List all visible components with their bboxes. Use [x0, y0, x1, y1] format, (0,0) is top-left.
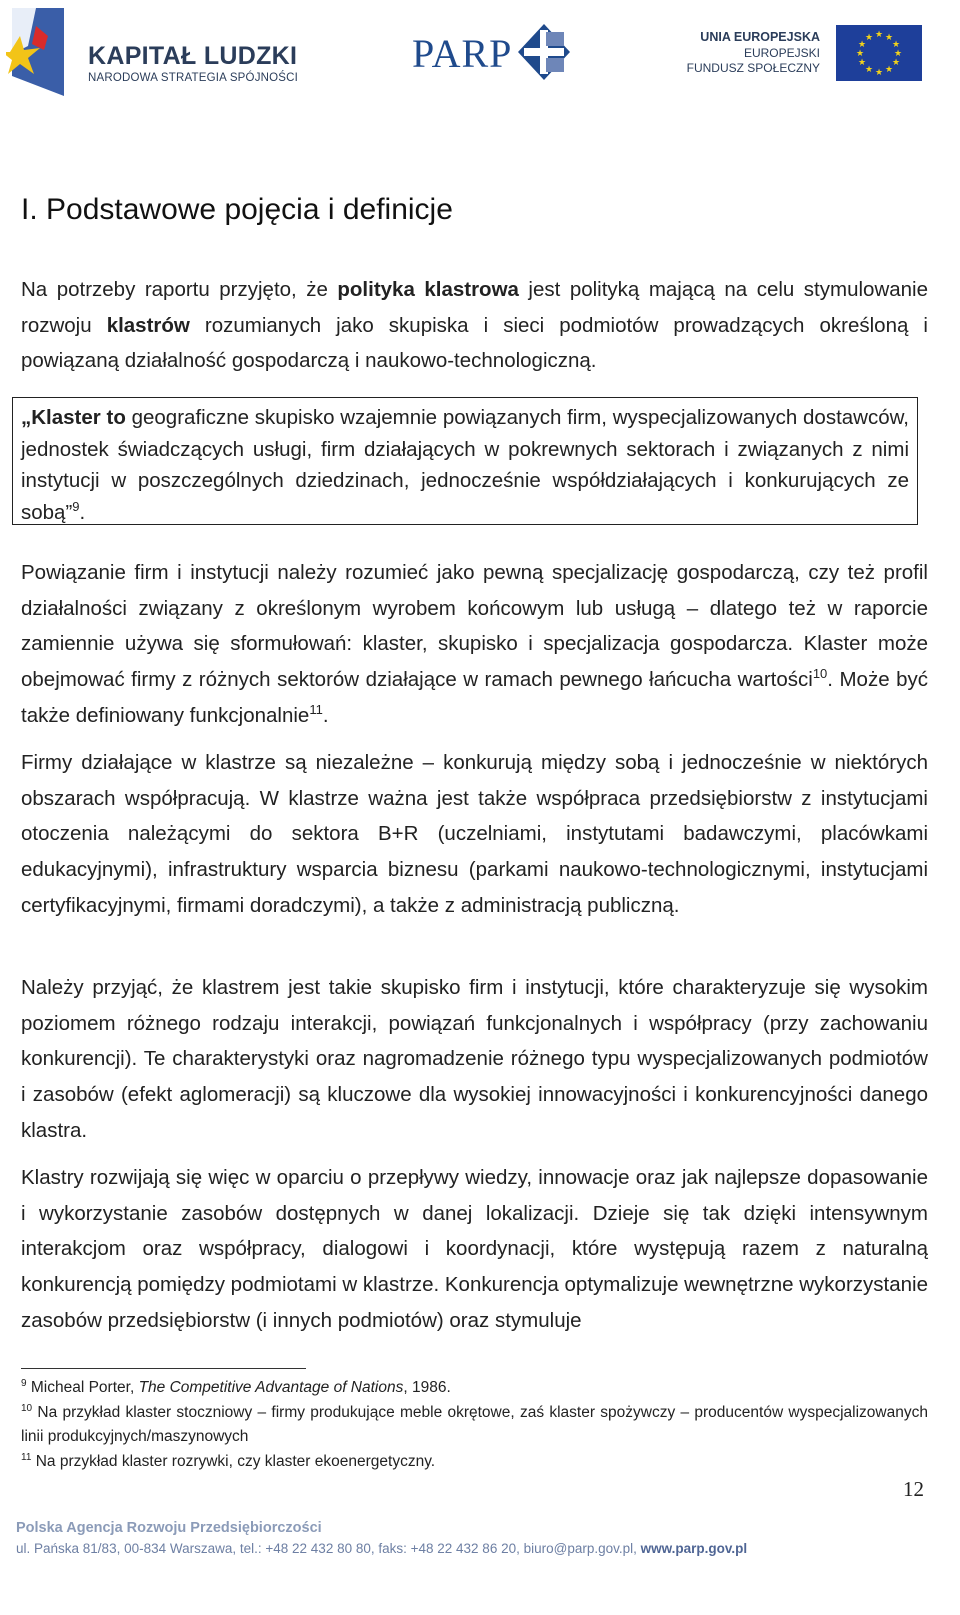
section-header — [21, 190, 928, 230]
footnote-ref-9[interactable]: 9 — [72, 498, 80, 514]
kapital-ludzki-title: KAPITAŁ LUDZKI — [88, 42, 298, 70]
eu-logo — [686, 22, 950, 92]
footnote-text: Na przykład klaster rozrywki, czy klaster ekoenergetyczny. — [31, 1452, 436, 1470]
footnote-number: 10 — [21, 1402, 33, 1414]
svg-text:★: ★ — [864, 33, 874, 43]
eu-fund-line1: EUROPEJSKI — [743, 46, 820, 60]
svg-text:★: ★ — [874, 30, 884, 40]
parp-logo — [412, 22, 592, 88]
quote-bold-lead: „Klaster to — [21, 406, 126, 429]
eu-flag-icon — [836, 25, 922, 81]
paragraph-3: Firmy działające w klastrze są niezależne – konkurują między sobą i jednocześnie w niektórych obszarach współpracują. W klastrze ważna jest także współpraca przedsiębiorstw z instytucjami otoczenia należącymi do sektora B+R (uczelniami, instytutami badawczymi, placówkami edukacyjnymi), infrastruktury wsparcia biznesu (parkami naukowo-technologicznymi, instytucjami certyfikacyjnymi, firmami doradczymi), a także z administracją publiczną. — [21, 751, 928, 917]
svg-text:★: ★ — [857, 58, 867, 68]
footnote-book-title: The Competitive Advantage of Nations — [138, 1379, 404, 1396]
parp-diamond-icon — [516, 22, 572, 82]
p1-text-3: rozumianych jako skupiska i sieci podmiotów prowadzących określoną i powiązaną działalność gospodarczą i naukowo-technologiczną. — [21, 313, 928, 373]
svg-text:★: ★ — [891, 40, 901, 50]
footnote-divider — [21, 1368, 306, 1369]
eu-title: UNIA EUROPEJSKA — [700, 30, 820, 44]
footnote-number: 11 — [21, 1451, 32, 1463]
paragraph-1 — [21, 272, 928, 379]
parp-wordmark: PARP — [412, 31, 513, 76]
paragraph-4: Należy przyjąć, że klastrem jest takie skupisko firm i instytucji, które charakteryzuje się wysokim poziomem różnego rodzaju interakcji, powiązań funkcjonalnych i współpracy (przy zachowaniu konkurencji). Te charakterystyki oraz nagromadzenie różnego typu wyspecjalizowanych podmiotów i zasobów (efekt aglomeracji) są kluczowe dla wysokiej innowacyjności i konkurencyjności danego klastra. — [21, 976, 928, 1142]
quote-text: geograficzne skupisko wzajemnie powiązanych firm, wyspecjalizowanych dostawców, jednostek świadczących usługi, firm działających w pokrewnych sektorach i związanych z nimi instytucji w poszczególnych dziedzinach, jednocześnie współdziałających i konkurujących ze sobą” — [21, 406, 909, 524]
footer-website-link[interactable]: www.parp.gov.pl — [640, 1541, 748, 1556]
kapital-ludzki-subtitle: NARODOWA STRATEGIA SPÓJNOŚCI — [88, 72, 299, 84]
definition-quote — [21, 402, 909, 528]
section-title: I. Podstawowe pojęcia i definicje — [21, 193, 453, 226]
quote-end: . — [79, 500, 86, 524]
p2-text-1: Powiązanie firm i instytucji należy rozumieć jako pewną specjalizację gospodarczą, czy też profil działalności związany z określonym wyrobem końcowym lub usługą – dlatego też w raporcie zamiennie używa się sformułowań: klaster, skupisko i specjalizacja gospodarcza. Klaster może obejmować firmy z różnych sektorów działające w ramach pewnego łańcucha wartości — [21, 561, 928, 692]
eu-fund-line2: FUNDUSZ SPOŁECZNY — [686, 61, 820, 75]
footnote-10 — [21, 1401, 928, 1450]
footnote-text: Na przykład klaster stoczniowy – firmy produkujące meble okrętowe, zaś klaster spożywczy – producentów wyspecjalizowanych linii produkcyjnych/maszynowych — [21, 1403, 928, 1445]
footnote-9 — [21, 1376, 928, 1401]
svg-text:★: ★ — [893, 49, 903, 59]
svg-text:★: ★ — [864, 65, 874, 75]
svg-text:★: ★ — [884, 65, 894, 75]
footer-contact-text: ul. Pańska 81/83, 00-834 Warszawa, tel.: +48 22 432 80 80, faks: +48 22 432 86 20, biuro@parp.gov.pl, — [16, 1541, 641, 1556]
p1-bold-term-1: polityka klastrowa — [337, 278, 519, 301]
p1-bold-term-2: klastrów — [106, 313, 190, 337]
footer-organization: Polska Agencja Rozwoju Przedsiębiorczości — [16, 1520, 322, 1536]
p1-text-1: Na potrzeby raportu przyjęto, że — [21, 278, 338, 301]
svg-text:★: ★ — [857, 40, 867, 50]
kapital-ludzki-logo — [6, 6, 306, 102]
definition-quote-box — [12, 397, 918, 525]
paragraph-5: Klastry rozwijają się więc w oparciu o przepływy wiedzy, innowacje oraz jak najlepsze dopasowanie i wykorzystanie zasobów dostępnych w danej lokalizacji. Dzieje się tak dzięki intensywnym interakcjom oraz współpracy, dialogowi i koordynacji, które występują razem z naturalną konkurencją pomiędzy podmiotami w klastrze. Konkurencja optymalizuje wewnętrzne wykorzystanie zasobów przedsiębiorstw (i innych podmiotów) oraz stymuluje — [21, 1166, 928, 1332]
footnotes — [21, 1376, 928, 1474]
svg-text:★: ★ — [855, 49, 865, 59]
kapital-ludzki-emblem-icon — [6, 6, 70, 98]
footnote-ref-10[interactable]: 10 — [812, 666, 828, 682]
footer-address — [16, 1541, 747, 1556]
footnote-ref-11[interactable]: 11 — [309, 701, 323, 717]
svg-text:★: ★ — [884, 33, 894, 43]
p2-text-3: . — [322, 703, 329, 727]
page-header — [0, 0, 960, 110]
footnote-text-end: , 1986. — [403, 1379, 451, 1396]
svg-text:★: ★ — [891, 58, 901, 68]
page-number: 12 — [903, 1477, 924, 1501]
footnote-text: Micheal Porter, — [26, 1379, 139, 1396]
p2-text-2: . Może być także definiowany funkcjonalnie — [21, 668, 928, 727]
svg-text:★: ★ — [874, 68, 884, 78]
p1-text-2: jest polityką mającą na celu stymulowanie rozwoju — [21, 278, 929, 337]
paragraph-2 — [21, 555, 928, 734]
footnote-number: 9 — [21, 1377, 27, 1389]
footnote-11 — [21, 1450, 928, 1475]
